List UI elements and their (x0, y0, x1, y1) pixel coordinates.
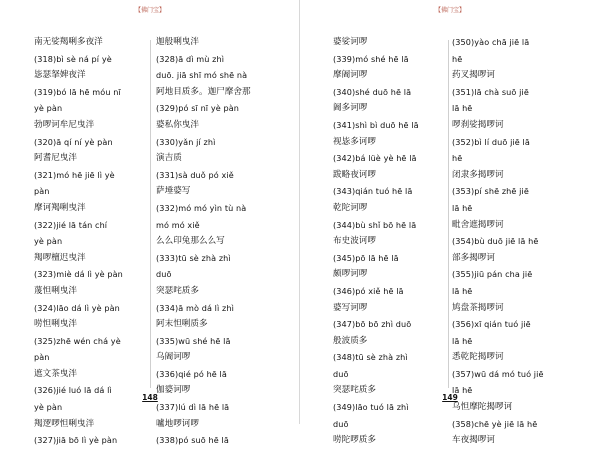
chinese-line: 闭隶多揭啰诃 (452, 169, 504, 180)
chinese-line: 突瑟咤质多 (333, 385, 376, 396)
chinese-line: 迦般唎曳泮 (156, 37, 199, 47)
pinyin-line: (338)pó suō hē lā (156, 435, 229, 446)
pinyin-line: (336)qié pó hē lā (156, 368, 227, 379)
chinese-line: 啰刹娑揭啰诃 (452, 119, 504, 130)
pinyin-line: (346)pó xiě hē lā (333, 285, 404, 296)
pinyin-line: (356)xī qián tuó jiē (452, 319, 531, 330)
page-number: 148 (142, 393, 158, 402)
pinyin-line: (342)bá lüè yè hē lā (333, 153, 417, 164)
pinyin-line: (349)lāo tuó lā zhì (333, 402, 409, 413)
chinese-line: 阿耆尼曳泮 (34, 153, 77, 164)
pinyin-line: yè pàn (34, 402, 63, 413)
pinyin-line: duō (333, 368, 349, 379)
pinyin-line: pàn (34, 186, 50, 197)
pinyin-line: (345)pō lā hē lā (333, 252, 399, 263)
pinyin-line: (340)shé duō hē lā (333, 86, 412, 97)
pinyin-line: (325)zhē wén chá yè (34, 335, 121, 346)
pinyin-line: yè pàn (34, 236, 63, 247)
pinyin-line: (354)bù duō jiē lā hē (452, 236, 539, 247)
text-column (333, 34, 449, 449)
chinese-line: 跋略夜诃啰 (333, 169, 376, 180)
chinese-line: 乌阇诃啰 (156, 352, 191, 363)
chinese-line: 唠陀啰质多 (333, 435, 376, 446)
chinese-line: 婆写诃啰 (333, 302, 368, 313)
chinese-line: 阿末怛唎质多 (156, 319, 208, 330)
chinese-line: 唠怛唎曳泮 (34, 319, 77, 330)
pinyin-line: (334)ā mò dá lì zhì (156, 302, 234, 313)
chinese-line: 阇多诃啰 (333, 103, 368, 114)
pinyin-line: (350)yào chā jiē lā (452, 37, 530, 47)
chinese-line: 悉乾陀揭啰诃 (452, 352, 504, 363)
chinese-line: 乾陀诃啰 (333, 202, 368, 213)
pinyin-line: (318)bì sè ná pí yè (34, 53, 112, 64)
pinyin-line: (332)mó mó yìn tù nà (156, 202, 247, 213)
pinyin-line: (319)bó lā hē móu nī (34, 86, 121, 97)
chinese-line: 部多揭啰诃 (452, 252, 495, 263)
chinese-line: 演吉质 (156, 153, 182, 164)
column-divider (448, 40, 449, 388)
pinyin-line: lā hē (452, 285, 473, 296)
chinese-line: 车夜揭啰诃 (452, 435, 495, 446)
pinyin-line: duō (156, 269, 172, 280)
pinyin-line: (351)lā chà suō jiē (452, 86, 529, 97)
pinyin-line: (358)chē yè jiē lā hē (452, 418, 538, 429)
chinese-line: 乌怛摩陀揭啰诃 (452, 402, 513, 413)
chinese-line: 毖瑟拏婢夜洋 (34, 70, 86, 81)
pinyin-line: (327)jiā bō lì yè pàn (34, 435, 118, 446)
chinese-line: 婆私你曳泮 (156, 119, 199, 130)
pinyin-line: (347)bō bō zhì duō (333, 319, 412, 330)
page-header: 【佛门宝】 (434, 7, 465, 14)
pinyin-line: (352)bì lí duō jiē lā (452, 136, 530, 147)
column-divider (150, 40, 151, 388)
chinese-line: 萨埵婆写 (156, 186, 191, 197)
pinyin-line: (324)lāo dá lì yè pàn (34, 302, 120, 313)
chinese-line: 鸠盘茶揭啰诃 (452, 302, 504, 313)
pinyin-line: lā hē (452, 103, 473, 114)
pinyin-line: (339)mó shé hē lā (333, 53, 409, 64)
chinese-line: 么么印兔那么么写 (156, 236, 225, 247)
pinyin-line: (321)mó hē jiē lì yè (34, 169, 115, 180)
pinyin-line: (329)pó sī nī yè pàn (156, 103, 239, 114)
pinyin-line: (344)bù shǐ bō hē lā (333, 219, 417, 230)
chinese-line: 布史波诃啰 (333, 236, 376, 247)
pinyin-line: (320)ā qí ní yè pàn (34, 136, 113, 147)
text-column (156, 34, 272, 449)
pinyin-line: (353)pí shē zhē jiē (452, 186, 529, 197)
pinyin-line: lā hē (452, 385, 473, 396)
pinyin-line: lā hē (452, 202, 473, 213)
pinyin-line: duō. jiā shī mó shē nà (156, 70, 248, 81)
chinese-line: 蔑怛唎曳泮 (34, 285, 77, 296)
text-column (452, 34, 568, 449)
pinyin-line: (355)jiū pán cha jiē (452, 269, 533, 280)
pinyin-line: yè pàn (34, 103, 63, 114)
text-column (34, 34, 150, 449)
chinese-line: 嚧地啰诃啰 (156, 418, 199, 429)
pinyin-line: hē (452, 153, 463, 164)
pinyin-line: (357)wū dá mó tuó jiē (452, 368, 544, 379)
chinese-line: 勃啰诃牟尼曳泮 (34, 119, 95, 130)
pinyin-line: (323)miè dá lì yè pàn (34, 269, 123, 280)
chinese-line: 般波质多 (333, 335, 368, 346)
pinyin-line: (326)jié luó lā dá lì (34, 385, 112, 396)
chinese-line: 摩阇诃啰 (333, 70, 368, 81)
right-page (300, 0, 600, 446)
page-number: 149 (442, 393, 458, 402)
chinese-line: 突瑟咤质多 (156, 285, 199, 296)
chinese-line: 伽婆诃啰 (156, 385, 191, 396)
pinyin-line: (333)tū sè zhà zhì (156, 252, 231, 263)
pinyin-line: (348)tū sè zhà zhì (333, 352, 408, 363)
left-page (0, 0, 300, 446)
pinyin-line: (322)jié lā tán chí (34, 219, 108, 230)
chinese-line: 摩诃羯唎曳泮 (34, 202, 86, 213)
page-header: 【佛门宝】 (134, 7, 165, 14)
pinyin-line: (343)qián tuó hē lā (333, 186, 413, 197)
chinese-line: 羯逻啰怛唎曳泮 (34, 418, 95, 429)
pinyin-line: hē (452, 53, 463, 64)
pinyin-line: (330)yǎn jí zhì (156, 136, 216, 147)
pinyin-line: pàn (34, 352, 50, 363)
chinese-line: 视毖多诃啰 (333, 136, 376, 147)
pinyin-line: (337)lú dì lā hē lā (156, 402, 230, 413)
chinese-line: 南无娑羯唎多夜洋 (34, 37, 103, 47)
chinese-line: 毗舍遮揭啰诃 (452, 219, 504, 230)
pinyin-line: duō (333, 418, 349, 429)
chinese-line: 阿地目质多。迦尸摩舍那 (156, 86, 251, 97)
chinese-line: 药叉揭啰诃 (452, 70, 495, 81)
pinyin-line: (331)sà duǒ pó xiě (156, 169, 234, 180)
pinyin-line: mó mó xiě (156, 219, 200, 230)
pinyin-line: (335)wū shé hē lā (156, 335, 231, 346)
pinyin-line: (341)shì bì duō hē lā (333, 119, 419, 130)
chinese-line: 婆娑诃啰 (333, 37, 368, 47)
pinyin-line: (328)ā dì mù zhì (156, 53, 225, 64)
chinese-line: 遮文茶曳泮 (34, 368, 77, 379)
chinese-line: 颇啰诃啰 (333, 269, 368, 280)
pinyin-line: lā hē (452, 335, 473, 346)
chinese-line: 羯啰檀迟曳泮 (34, 252, 86, 263)
